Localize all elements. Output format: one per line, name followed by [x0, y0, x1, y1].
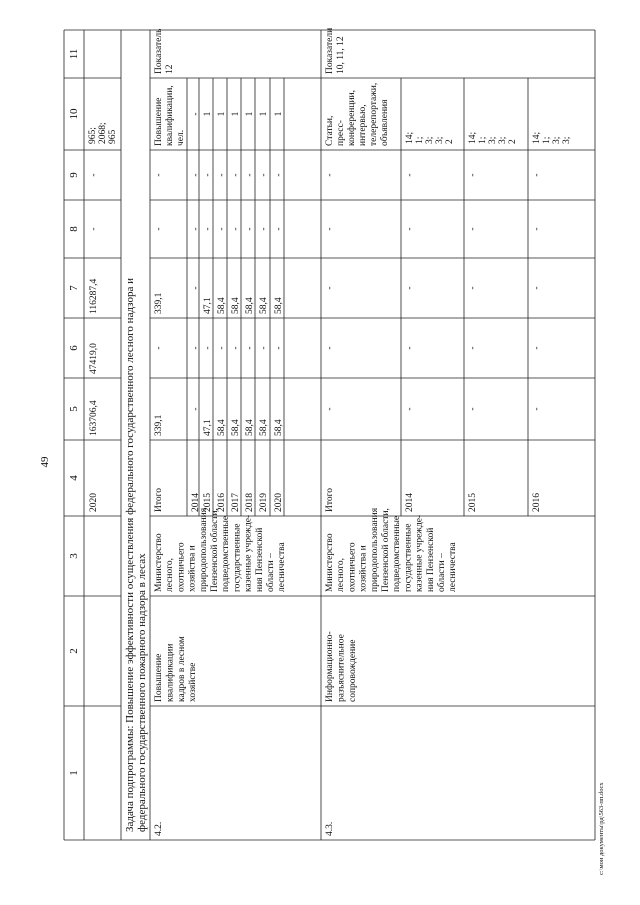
row42-c7: 58,4 [231, 297, 241, 314]
row43-name: Информационно- [325, 631, 335, 702]
task-heading-line: Задача подпрограммы: Повышение эффективности осуществления федерального государственного лесного надзора и [124, 278, 136, 832]
row43-c9: - [325, 173, 335, 177]
column-number: 3 [68, 553, 80, 559]
top-c9: - [89, 173, 99, 177]
row42-year: 2017 [231, 493, 241, 512]
row43-c5: - [532, 407, 542, 411]
row42-c8: - [274, 227, 284, 231]
row43-executor: природопользования [369, 507, 380, 592]
row42-c5: 58,4 [274, 419, 284, 436]
row43-c10: 3; [425, 136, 435, 144]
row42-year: 2014 [191, 493, 201, 512]
row42-c9: - [191, 173, 201, 177]
row43-c7: - [468, 286, 478, 290]
row42-executor: казенные учрежде- [243, 514, 254, 592]
row43-executor: Министерство [325, 533, 335, 592]
row42-c7: 58,4 [259, 297, 269, 314]
row42-c7: 339,1 [154, 292, 164, 314]
row43-executor: лесного, [336, 557, 347, 592]
row42-c6: - [203, 346, 213, 350]
row42-c5: 47,1 [203, 419, 213, 436]
row43-indicator: телерепортажи, [369, 82, 379, 146]
row43-indicator: интервью, [358, 104, 368, 146]
row43-year: 2014 [405, 493, 415, 512]
top-c8: - [89, 227, 99, 231]
row42-c9: - [274, 173, 284, 177]
row43-link: 10, 11, 12 [336, 36, 346, 74]
row43-c10: 3; [562, 136, 572, 144]
row42-c8: - [245, 227, 255, 231]
row43-c6: - [468, 346, 478, 350]
row42-c7: 58,4 [217, 297, 227, 314]
row43-c10: 3; [435, 136, 445, 144]
row43-name: сопровождение [347, 639, 358, 702]
row42-c5: 58,4 [217, 419, 227, 436]
row43-c9: - [532, 173, 542, 177]
row42-name: квалификации [165, 643, 176, 702]
row43-c7: - [325, 286, 335, 290]
row43-c10: 1; [415, 136, 425, 144]
row42-executor: природопользования [198, 507, 209, 592]
row42-year: Итого [154, 487, 164, 512]
row42-executor: Министерство [154, 533, 164, 592]
row42-c8: - [203, 227, 213, 231]
table-text [39, 28, 605, 875]
row42-executor: лесного, [165, 557, 176, 592]
row43-executor: хозяйства и [358, 545, 369, 592]
row42-c9: - [231, 173, 241, 177]
row43-executor: лесничества [448, 542, 459, 592]
row43-c9: - [405, 173, 415, 177]
row43-c8: - [325, 227, 335, 231]
row43-c6: - [405, 346, 415, 350]
row42-name: Повышение [154, 653, 164, 702]
footer-file-path: c:\мои документы\рд\563-пп.docx [598, 782, 605, 875]
top-c5: 163706,4 [89, 400, 99, 436]
row43-c10: 2 [445, 139, 455, 144]
row43-indicator: объявления [380, 99, 390, 146]
row43-indicator: конференции, [347, 89, 357, 146]
row43-c5: - [405, 407, 415, 411]
row42-c6: - [259, 346, 269, 350]
row43-name: разъяснительное [336, 634, 347, 702]
row43-c10: 3; [488, 136, 498, 144]
row43-c6: - [325, 346, 335, 350]
row43-c10: 2 [508, 139, 518, 144]
row42-c5: 339,1 [154, 414, 164, 436]
row42-c7: 58,4 [274, 297, 284, 314]
column-number: 6 [68, 345, 80, 351]
top-c10: 2068; [98, 122, 108, 144]
row43-c8: - [405, 227, 415, 231]
row43-link: Показатели [325, 27, 335, 74]
top-c7: 116287,4 [89, 278, 99, 314]
row43-c10: 3; [552, 136, 562, 144]
row43-executor: области – [437, 553, 447, 592]
row43-executor: казенные учрежде- [414, 514, 425, 592]
row43-executor: государственные [403, 523, 414, 592]
top-c10: 965 [108, 129, 118, 144]
row43-executor: охотничьего [347, 542, 358, 592]
row42-c6: - [217, 346, 227, 350]
row42-year: 2015 [203, 493, 213, 512]
column-number: 9 [68, 172, 80, 178]
row42-c9: - [245, 173, 255, 177]
top-c10: 965; [88, 127, 98, 144]
row42-c5: 58,4 [245, 419, 255, 436]
row43-year: 2015 [468, 493, 478, 512]
row42-executor: хозяйства и [187, 545, 198, 592]
row42-c9: - [154, 173, 164, 177]
row43-c7: - [532, 286, 542, 290]
row43-c10: 14; [532, 131, 542, 144]
row42-c6: - [231, 346, 241, 350]
row42-c10: 1 [245, 111, 255, 117]
row43-c10: 14; [405, 131, 415, 144]
row42-executor: Пензенской области, [210, 508, 220, 592]
task-heading-line: федерального государственного пожарного надзора в лесах [136, 553, 148, 832]
row42-c10: 1 [203, 111, 213, 117]
column-number: 7 [68, 285, 80, 291]
row42-c9: - [203, 173, 213, 177]
row43-c10: 1; [542, 136, 552, 144]
row42-name: кадров в лесном [176, 636, 187, 702]
row42-year: 2016 [217, 493, 227, 512]
row42-indicator: квалификации, [165, 85, 175, 146]
row42-name: хозяйстве [188, 662, 199, 702]
row43-c8: - [468, 227, 478, 231]
row42-executor: государственные [232, 523, 243, 592]
page-number: 49 [39, 456, 51, 468]
row42-c6: - [245, 346, 255, 350]
row42-c10: 1 [259, 111, 269, 117]
row42-c5: 58,4 [259, 419, 269, 436]
row42-c6: - [274, 346, 284, 350]
row42-c10: - [191, 112, 201, 116]
row42-executor: области – [266, 553, 276, 592]
row42-c7: 47,1 [203, 297, 213, 314]
row42-link: 12 [165, 64, 175, 74]
top-c6: 47419,0 [89, 343, 99, 374]
row42-number: 4.2. [154, 821, 164, 836]
column-number: 11 [68, 48, 80, 60]
row43-executor: подведомственные [392, 515, 403, 592]
row42-indicator: Повышение [154, 97, 164, 146]
row42-c8: - [231, 227, 241, 231]
row42-c9: - [217, 173, 227, 177]
row43-c6: - [532, 346, 542, 350]
row42-c10: 1 [274, 111, 284, 117]
row42-executor: подведомственные [221, 515, 232, 592]
row42-c8: - [259, 227, 269, 231]
column-number: 5 [68, 406, 80, 412]
row43-indicator: пресс- [336, 120, 346, 146]
row42-c8: - [191, 227, 201, 231]
row42-c9: - [259, 173, 269, 177]
row43-c5: - [468, 407, 478, 411]
row43-indicator: Статьи, [325, 115, 335, 146]
row43-c10: 14; [468, 131, 478, 144]
row43-c7: - [405, 286, 415, 290]
row42-c7: - [191, 286, 201, 290]
row42-link: Показатель [154, 28, 164, 74]
row42-year: 2019 [259, 493, 269, 512]
row42-c8: - [154, 227, 164, 231]
row43-c10: 1; [478, 136, 488, 144]
column-number: 8 [68, 226, 80, 232]
row42-c10: 1 [231, 111, 241, 117]
row42-indicator: чел. [176, 129, 186, 146]
row43-number: 4.3. [325, 821, 335, 836]
row43-executor: ния Пензенской [425, 527, 436, 592]
row42-year: 2018 [245, 493, 255, 512]
row43-executor: Пензенской области, [381, 508, 391, 592]
top-year: 2020 [89, 493, 99, 512]
row43-c5: - [325, 407, 335, 411]
column-number: 1 [68, 770, 80, 776]
row42-c7: 58,4 [245, 297, 255, 314]
row42-executor: лесничества [277, 542, 288, 592]
column-number: 4 [68, 475, 80, 481]
row43-c9: - [468, 173, 478, 177]
row42-executor: ния Пензенской [254, 527, 265, 592]
column-number: 10 [68, 108, 80, 120]
row42-c6: - [154, 346, 164, 350]
row42-c8: - [217, 227, 227, 231]
row42-c10: 1 [217, 111, 227, 117]
row43-c8: - [532, 227, 542, 231]
column-number: 2 [68, 648, 80, 654]
row42-c6: - [191, 346, 201, 350]
row42-year: 2020 [274, 493, 284, 512]
row43-year: Итого [325, 487, 335, 512]
row43-year: 2016 [532, 493, 542, 512]
row42-c5: - [191, 407, 201, 411]
row42-executor: охотничьего [176, 542, 187, 592]
row42-c5: 58,4 [231, 419, 241, 436]
row43-c10: 3; [498, 136, 508, 144]
